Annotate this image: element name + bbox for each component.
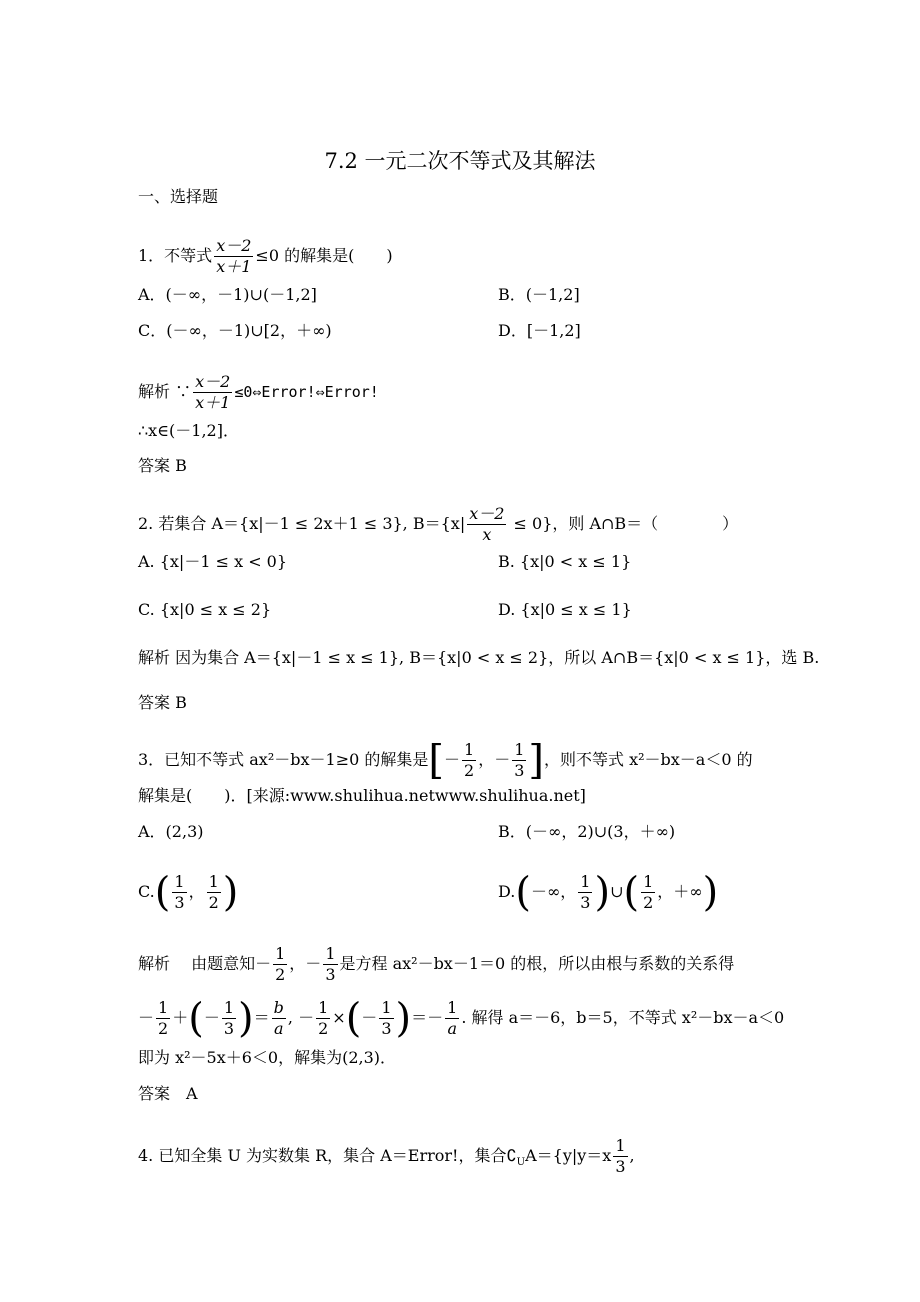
fraction: $\frac{x-2}{x+1}$	[216, 236, 252, 276]
q3-solution-line1: 解析 由题意知－ $\frac{1}{2}$ ，－ $\frac{1}{3}$ 是方程 ax²－bx－1＝0 的根，所以由根与系数的关系得	[138, 944, 735, 984]
document-title: 7.2 一元二次不等式及其解法	[324, 149, 596, 173]
q3-option-b: B．(－∞，2)∪(3，＋∞)	[498, 822, 676, 841]
q1-solution-conclusion: ∴x∈(－1,2]．	[138, 421, 239, 440]
q3-option-c: C.( $\frac{1}{3}$ ， $\frac{1}{2}$ )	[138, 869, 239, 916]
q1-option-b: B．(－1,2]	[498, 285, 580, 304]
q1-option-d: D．[－1,2]	[498, 321, 581, 340]
question-1-stem: 1．不等式 $\frac{x-2}{x+1}$ ≤0 的解集是( )	[138, 236, 393, 276]
q3-solution-line3: 即为 x²－5x＋6＜0，解集为(2,3)．	[138, 1048, 397, 1067]
q2-option-a: A. {x|－1 ≤ x < 0}	[138, 552, 288, 571]
question-2-stem: 2. 若集合 A＝{x|－1 ≤ 2x＋1 ≤ 3}, B＝{x| $\frac{x-2}{x}$ ≤ 0}，则 A∩B＝（ ）	[138, 504, 739, 544]
q2-answer: 答案 B	[138, 693, 187, 712]
q2-option-b: B. {x|0 < x ≤ 1}	[498, 552, 632, 571]
section-heading: 一、选择题	[138, 187, 219, 206]
q2-solution: 解析 因为集合 A＝{x|－1 ≤ x ≤ 1}, B＝{x|0 < x ≤ 2}，所以 A∩B＝{x|0 < x ≤ 1}，选 B.	[138, 648, 820, 667]
q1-solution: 解析 ∵ $\frac{x-2}{x+1}$ ≤0⇔Error!⇔Error!	[138, 372, 379, 412]
q2-option-c: C. {x|0 ≤ x ≤ 2}	[138, 600, 272, 619]
q2-option-d: D. {x|0 ≤ x ≤ 1}	[498, 600, 632, 619]
q1-answer: 答案 B	[138, 456, 187, 475]
q3-solution-line2: － $\frac{1}{2}$ ＋(－ $\frac{1}{3}$ )＝ $\frac{b}{a}$ , － $\frac{1}{2}$ ×(－ $\frac{1}{3}$ )＝－ $\frac{1}{a}$ . 解得 a＝－6，b＝5，不等式 x²－bx－a＜0	[138, 995, 785, 1042]
q3-option-d: D.(－∞， $\frac{1}{3}$ )∪( $\frac{1}{2}$ ，＋∞)	[498, 869, 719, 916]
question-3-stem: 3．已知不等式 ax²－bx－1≥0 的解集是[－ $\frac{1}{2}$ ，－ $\frac{1}{3}$ ]，则不等式 x²－bx－a＜0 的	[138, 737, 753, 784]
question-4-stem: 4. 已知全集 U 为实数集 R，集合 A＝Error!，集合$∁_UA=\{y|y=x$ $\frac{1}{3}$ ,	[138, 1136, 635, 1176]
q3-stem-line2: 解集是( )．[来源:www.shulihua.netwww.shulihua.net]	[138, 786, 586, 805]
q1-option-a: A．(－∞，－1)∪(－1,2]	[138, 285, 317, 304]
q3-option-a: A．(2,3)	[138, 822, 204, 841]
q1-option-c: C．(－∞，－1)∪[2，＋∞)	[138, 321, 332, 340]
q3-answer: 答案 A	[138, 1084, 198, 1103]
